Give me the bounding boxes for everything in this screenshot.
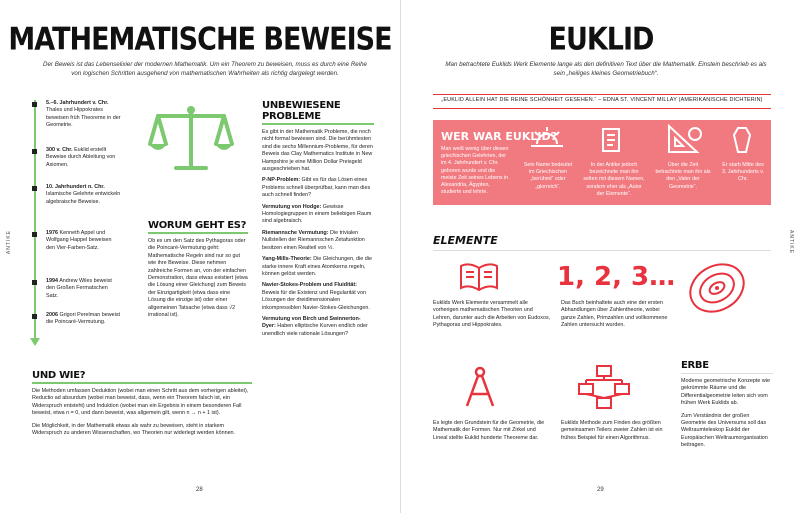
erbe-p2: Zum Verständnis der großen Geometrie des Universums soll das Weltraumteleskop Euklid der Europäischen Weltraumorganisation beitragen. bbox=[681, 412, 768, 449]
intro-right: Man betrachtete Euklids Werk Elemente lange als den definitiven Text über die Mathematik. Einstein beschrieb es als sein „heiliges kleines Geometriebuch“. bbox=[445, 61, 767, 77]
side-label-left: ANTIKE bbox=[6, 230, 12, 255]
intro-left: Der Beweis ist das Lebenselixier der modernen Mathematik. Um ein Theorem zu beweisen, muss es durch eine Reihe von logischen Schritten ausgehend von mathematischen Wahrheiten als richtig dargelegt werden. bbox=[43, 61, 367, 77]
unbewiesen-heading: UNBEWIESENE PROBLEME bbox=[262, 100, 374, 125]
wer-col: Man weiß wenig über diesen griechischen Gelehrten, der im 4. Jahrhundert v. Chr. geboren wurde und die meiste Zeit seines Lebens in Alexandria, Ägypten, studierte und lehrte. bbox=[441, 146, 509, 196]
scroll-icon bbox=[597, 126, 625, 154]
worum-heading: WORUM GEHT ES? bbox=[148, 220, 248, 234]
elemente-heading: ELEMENTE bbox=[433, 234, 771, 251]
timeline-item: 1976 Kenneth Appel und Wolfgang Happel beweisen den Vier-Farben-Satz. bbox=[46, 230, 121, 252]
problem-item: Navier-Stokes-Problem und Fluidität: Beweis für die Existenz und Regularität von Lösungen der dreidimensionalen inkompressiblen Navier-Stokes-Gleichungen. bbox=[262, 282, 370, 311]
flowchart-icon bbox=[577, 364, 631, 410]
timeline-item: 2006 Grigori Perelman beweist die Poincaré-Vermutung. bbox=[46, 312, 121, 327]
undwie-p1: Die Methoden umfassen Deduktion (wobei man einen Schritt aus dem vorherigen ableitet), Reductio ad absurdum (wobei man beweist, dass, wenn ein Theorem falsch ist, ein Widerspruch entsteht) und Induktion (wobei man ein Ergebnis in einem besonderen Fall beweist, etwa n = 0, und dann beweist, was allgemein gilt, wenn n → n + 1 ist). bbox=[32, 388, 249, 417]
problem-item: Riemannsche Vermutung: Die trivialen Nullstellen der Riemannschen Zetafunktion besitzen einen Realteil von ½. bbox=[262, 229, 365, 251]
page-title-right: EUKLID bbox=[548, 21, 654, 58]
problem-item: Vermutung von Birch und Swinnerton-Dyer: Haben elliptische Kurven endlich oder unendlich viele rationale Lösungen? bbox=[262, 315, 368, 337]
quote: „EUKLID ALLEIN HAT DIE REINE SCHÖNHEIT GESEHEN.“ – EDNA ST. VINCENT MILLAY (AMERIKANISCHE DICHTERIN) bbox=[441, 97, 763, 103]
problem-item: P-NP-Problem: Gibt es für das Lösen eines Problems schnell überprüfbar, kann man dies auch schnell finden? bbox=[262, 177, 371, 199]
scales-icon bbox=[148, 102, 234, 177]
unbewiesen-intro: Es gibt in der Mathematik Probleme, die noch nicht formal bewiesen sind. Die berühmtesten sind die sechs Millennium-Probleme, für deren Beweis das Clay Mathematics Institute in New Hampshire je eine Million Dollar Preisgeld ausgeschrieben hat. bbox=[262, 129, 373, 173]
worum-section bbox=[148, 220, 248, 319]
timeline bbox=[32, 100, 122, 350]
coffin-icon bbox=[732, 126, 752, 154]
erbe-p1: Moderne geometrische Konzepte wie gekrümmte Räume und die Differentialgeometrie leiten sich vom frühen Werk Euklids ab. bbox=[681, 378, 770, 407]
problem-item: Yang-Mills-Theorie: Die Gleichungen, die die starke innere Kraft eines Atomkerns regeln, können gelöst werden. bbox=[262, 256, 372, 277]
open-book-icon bbox=[459, 262, 499, 292]
big-numbers: 1, 2, 3… bbox=[557, 262, 676, 292]
problem-item: Vermutung von Hodge: Gewisse Homologiegruppen in einem beliebigen Raum sind algebraisch. bbox=[262, 203, 372, 225]
elemente-text-1: Euklids Werk Elemente versammelt alle vorherigen mathematischen Theorien und Lehren, darunter auch die Arbeiten von Eudoxos, Pythagoras und Hippokrates. bbox=[433, 300, 551, 329]
page-number-right: 29 bbox=[597, 487, 604, 493]
wer-col: Sein Name bedeutet im Griechischen „berühmt“ oder „glorreich“. bbox=[523, 162, 573, 190]
quote-rule-bottom bbox=[433, 108, 771, 109]
wer-col: Er starb Mitte des 3. Jahrhunderts v. Chr. bbox=[721, 162, 764, 183]
undwie-heading: UND WIE? bbox=[32, 370, 252, 384]
timeline-line bbox=[34, 100, 36, 342]
set-square-icon bbox=[667, 124, 703, 154]
timeline-arrow-icon bbox=[30, 338, 40, 346]
spiral-galaxy-icon bbox=[685, 256, 749, 320]
timeline-item: 5.–6. Jahrhundert v. Chr. Thales und Hippokrates beweisen früh Theoreme in der Geometrie. bbox=[46, 100, 121, 130]
elemente-text-4: Euklids Methode zum Finden des größten gemeinsamen Teilers zweier Zahlen ist ein frühes Beispiel für einen Algorithmus. bbox=[561, 420, 663, 441]
page-title-left: MATHEMATISCHE BEWEISE bbox=[8, 21, 392, 58]
elemente-text-2: Das Buch beinhaltete auch eine der ersten Abhandlungen über Zahlentheorie, wobei ganze Zahlen, Primzahlen und vollkommene Zahlen untersucht wurden. bbox=[561, 300, 668, 329]
undwie-p2: Die Möglichkeit, in der Mathematik etwas als wahr zu beweisen, steht in starkem Widerspruch zu anderen Wissenschaften, wo Theorien nur widerlegt werden können. bbox=[32, 422, 236, 437]
erbe-section bbox=[681, 360, 773, 450]
undwie-section bbox=[32, 370, 252, 437]
timeline-item: 1994 Andrew Wiles beweist den Großen Fermatschen Satz. bbox=[46, 278, 121, 300]
right-page bbox=[400, 0, 800, 513]
wer-heading: WER WAR EUKLID? bbox=[441, 130, 557, 143]
page-number-left: 28 bbox=[196, 487, 203, 493]
erbe-heading: ERBE bbox=[681, 360, 773, 374]
side-label-right: ANTIKE bbox=[788, 230, 794, 255]
timeline-item: 300 v. Chr. Euklid erstellt Beweise durch Ableitung von Axiomen. bbox=[46, 147, 121, 169]
wer-col: In der Antike jedoch bezeichnete man ihn selten mit diesem Namen, sondern eher als „Autor der Elemente“. bbox=[583, 162, 645, 197]
sunrise-icon bbox=[529, 126, 565, 148]
compass-icon bbox=[463, 366, 497, 412]
wer-col: Über die Zeit betrachtete man ihn als den „Vater der Geometrie“. bbox=[655, 162, 711, 190]
worum-text: Ob es um den Satz des Pythagoras oder die Poincaré-Vermutung geht: Mathematische Regeln sind nur so gut wie ihre Beweise. Diese nehmen zahlreiche Formen an, von der einfachen Demonstration, dass etwas existiert (etwa die Lösung einer Gleichung) zum Beweis der Einzigartigkeit (etwa dass eine Lösung die einzige ist) oder einer allgemeinen Tatsache (etwa dass √2 irrational ist). bbox=[148, 238, 248, 319]
elemente-text-3: Es legte den Grundstein für die Geometrie, die Mathematik der Formen. Nur mit Zirkel und Lineal stellte Euklid hunderte Theoreme dar. bbox=[433, 420, 545, 441]
timeline-item: 10. Jahrhundert n. Chr. Islamische Gelehrte entwickeln algebraische Beweise. bbox=[46, 184, 121, 206]
unbewiesen-section bbox=[262, 100, 374, 338]
quote-rule-top bbox=[433, 94, 771, 95]
